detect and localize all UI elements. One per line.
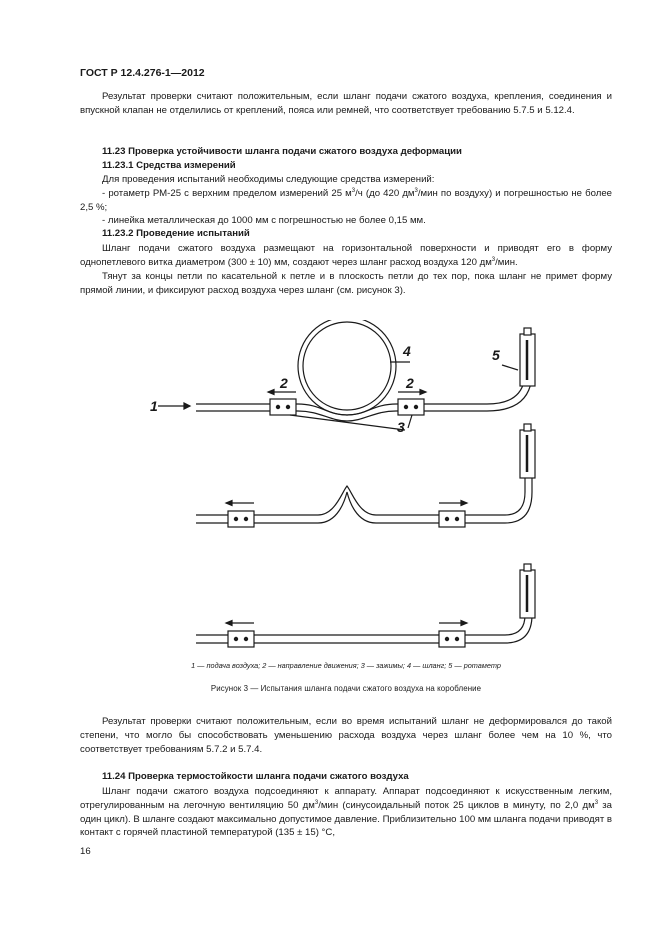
clamp-right-middle [439, 511, 465, 527]
hose-loop-diagram [196, 320, 532, 421]
subsection-heading-11-23-1: 11.23.1 Средства измерений [102, 160, 236, 171]
paragraph-deformation-result: Результат проверки считают положительным, если во время испытаний шланг не деформировался до такой степени, что могло бы способствовать уменьшению расхода воздуха через шланг более чем на 10 %, что соответствует требованиям 5.7.2 и 5.7.4. [80, 716, 612, 755]
figure-caption: Рисунок 3 — Испытания шланга подачи сжатого воздуха на коробление [210, 684, 482, 693]
figure-3-hose-test [150, 320, 550, 655]
label-2-left: 2 [280, 375, 288, 391]
label-3: 3 [397, 419, 405, 435]
label-5: 5 [492, 347, 500, 363]
subsection-heading-11-23-2: 11.23.2 Проведение испытаний [102, 228, 250, 239]
paragraph-test-procedure: Шланг подачи сжатого воздуха размещают на горизонтальной поверхности и приводят его в форму однопетлевого витка диаметром (300 ± 10) мм, создают через шланг расход воздуха 120 $дм^3$/мин. [80, 243, 612, 268]
clamp-right-bottom [439, 631, 465, 647]
clamp-left-top [270, 399, 296, 415]
clamp-left-bottom [228, 631, 254, 647]
clamp-left-middle [228, 511, 254, 527]
document-header: ГОСТ Р 12.4.276-1—2012 [80, 67, 205, 79]
paragraph-attachment-result: Результат проверки считают положительным, если шланг подачи сжатого воздуха, крепления, соединения и впускной клапан не отделились от креплений, пояса или ремней, что соответствует требованию 5.7.5 и 5.12.4. [80, 91, 612, 116]
paragraph-means-ruler: - линейка металлическая до 1000 мм с погрешностью не более 0,15 мм. [102, 215, 426, 226]
section-heading-11-23: 11.23 Проверка устойчивости шланга подачи сжатого воздуха деформации [102, 146, 462, 157]
label-4: 4 [403, 343, 411, 359]
paragraph-test-pull: Тянут за концы петли по касательной к петле и в плоскость петли до тех пор, пока шланг не примет форму прямой линии, и фиксируют расход воздуха через шланг (см. рисунок 3). [80, 271, 612, 296]
paragraph-means-rotameter: - ротаметр РМ-25 с верхним пределом измерений 25 $м^3/ч$ (до 420 $дм^3$/мин по воздуху) и погрешностью не более 2,5 %; [80, 188, 612, 213]
paragraph-means-intro: Для проведения испытаний необходимы следующие средства измерений: [102, 174, 435, 185]
label-1: 1 [150, 398, 158, 414]
section-heading-11-24: 11.24 Проверка термостойкости шланга подачи сжатого воздуха [102, 771, 409, 782]
paragraph-heat-test: Шланг подачи сжатого воздуха подсоединяют к аппарату. Аппарат подсоединяют к искусственным легким, отрегулированным на легочную вентиляцию 50 $дм^3$/мин (синусоидальный поток 25 циклов в минуту, по 2,0 $дм^3$ за один цикл). В шланге создают максимально допустимое давление. Приблизительно 100 мм шланга подачи приводят в контакт с горячей пластиной температурой (135 ± 15) °С, [80, 786, 613, 839]
clamp-right-top [398, 399, 424, 415]
figure-legend: 1 — подача воздуха; 2 — направление движения; 3 — зажимы; 4 — шланг; 5 — ротаметр [191, 661, 501, 670]
label-2-right: 2 [406, 375, 414, 391]
page-number: 16 [80, 846, 91, 857]
